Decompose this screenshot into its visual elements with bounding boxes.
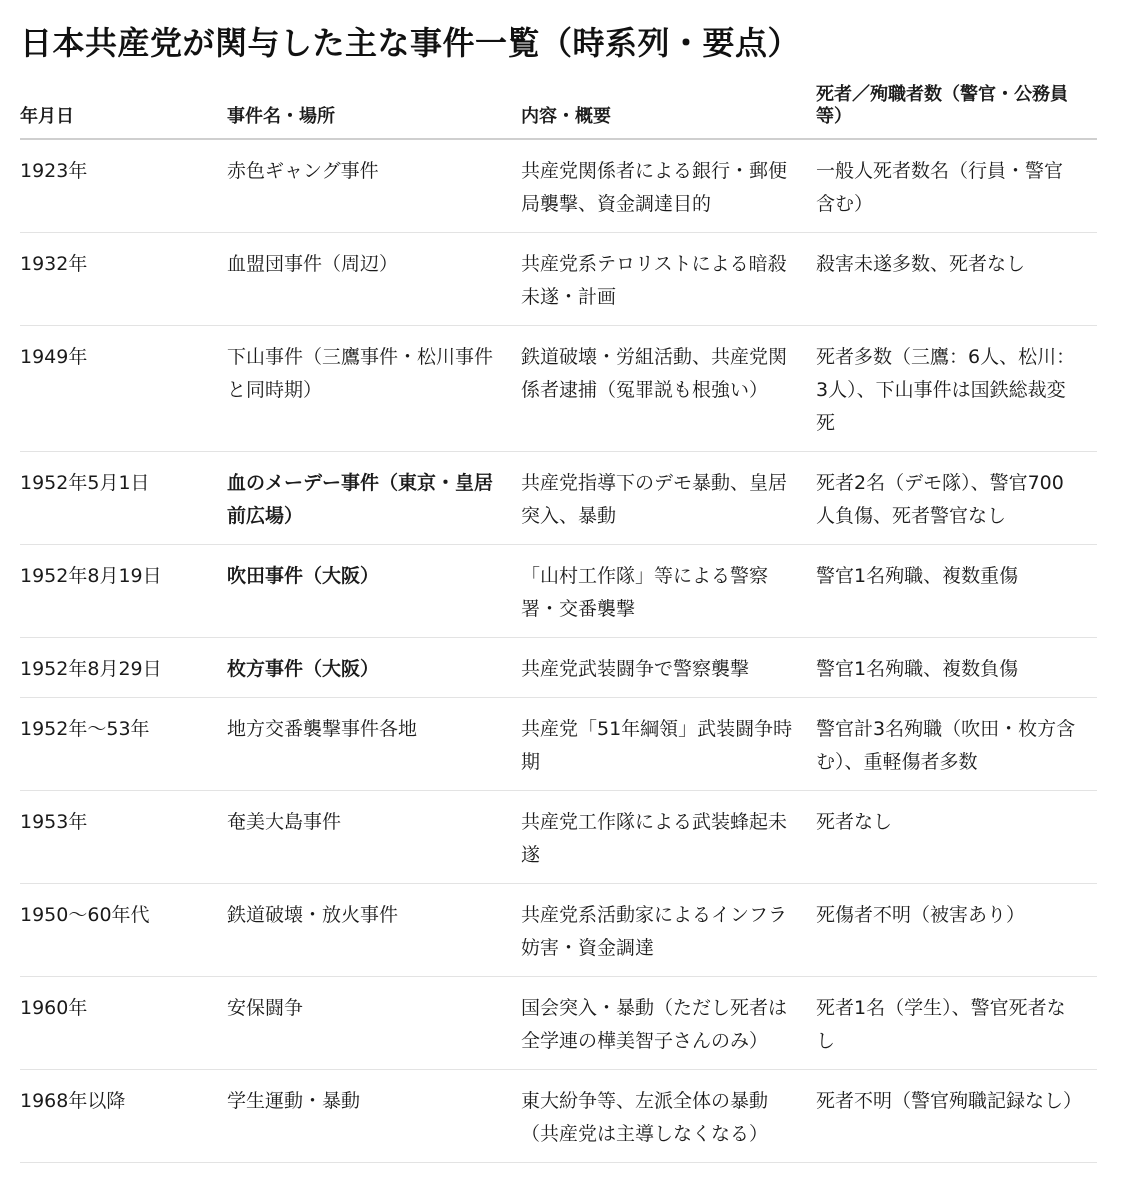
cell-date: 1960年 xyxy=(20,977,227,1070)
cell-summary: 「山村工作隊」等による警察署・交番襲撃 xyxy=(521,545,816,638)
cell-date: 1932年 xyxy=(20,233,227,326)
cell-name: 地方交番襲撃事件各地 xyxy=(227,698,521,791)
header-casualties: 死者／殉職者数（警官・公務員等） xyxy=(816,84,1097,139)
cell-summary: 共産党武装闘争で警察襲撃 xyxy=(521,638,816,698)
cell-date: 1953年 xyxy=(20,791,227,884)
cell-name: 奄美大島事件 xyxy=(227,791,521,884)
cell-date: 1923年 xyxy=(20,139,227,233)
cell-summary: 東大紛争等、左派全体の暴動（共産党は主導しなくなる） xyxy=(521,1070,816,1163)
table-row xyxy=(20,791,1097,884)
header-name: 事件名・場所 xyxy=(227,84,521,139)
cell-name: 下山事件（三鷹事件・松川事件と同時期） xyxy=(227,326,521,452)
cell-date: 1952年5月1日 xyxy=(20,452,227,545)
table-row xyxy=(20,638,1097,698)
cell-date: 1968年以降 xyxy=(20,1070,227,1163)
cell-summary: 共産党「51年綱領」武装闘争時期 xyxy=(521,698,816,791)
cell-name: 鉄道破壊・放火事件 xyxy=(227,884,521,977)
cell-date: 1950～60年代 xyxy=(20,884,227,977)
header-row xyxy=(20,84,1097,139)
page-title: 日本共産党が関与した主な事件一覧（時系列・要点） xyxy=(20,24,801,62)
cell-casualties: 死者1名（学生）、警官死者なし xyxy=(816,977,1097,1070)
cell-casualties: 死者なし xyxy=(816,791,1097,884)
table-header xyxy=(20,84,1097,139)
cell-name: 吹田事件（大阪） xyxy=(227,545,521,638)
header-summary: 内容・概要 xyxy=(521,84,816,139)
header-date: 年月日 xyxy=(20,84,227,139)
cell-casualties: 死者多数（三鷹：6人、松川：3人）、下山事件は国鉄総裁変死 xyxy=(816,326,1097,452)
table-row xyxy=(20,1070,1097,1163)
cell-casualties: 死傷者不明（被害あり） xyxy=(816,884,1097,977)
cell-name: 安保闘争 xyxy=(227,977,521,1070)
cell-date: 1952年8月19日 xyxy=(20,545,227,638)
cell-casualties: 一般人死者数名（行員・警官含む） xyxy=(816,139,1097,233)
cell-casualties: 警官1名殉職、複数重傷 xyxy=(816,545,1097,638)
events-table xyxy=(20,84,1097,1163)
cell-summary: 共産党指導下のデモ暴動、皇居突入、暴動 xyxy=(521,452,816,545)
table-row xyxy=(20,698,1097,791)
cell-date: 1952年～53年 xyxy=(20,698,227,791)
cell-date: 1952年8月29日 xyxy=(20,638,227,698)
table-row xyxy=(20,545,1097,638)
table-row xyxy=(20,326,1097,452)
cell-summary: 国会突入・暴動（ただし死者は全学連の樺美智子さんのみ） xyxy=(521,977,816,1070)
table-row xyxy=(20,139,1097,233)
cell-name: 枚方事件（大阪） xyxy=(227,638,521,698)
table-row xyxy=(20,977,1097,1070)
cell-summary: 鉄道破壊・労組活動、共産党関係者逮捕（冤罪説も根強い） xyxy=(521,326,816,452)
cell-summary: 共産党系テロリストによる暗殺未遂・計画 xyxy=(521,233,816,326)
cell-casualties: 警官計3名殉職（吹田・枚方含む）、重軽傷者多数 xyxy=(816,698,1097,791)
cell-casualties: 警官1名殉職、複数負傷 xyxy=(816,638,1097,698)
cell-summary: 共産党関係者による銀行・郵便局襲撃、資金調達目的 xyxy=(521,139,816,233)
table-row xyxy=(20,884,1097,977)
cell-casualties: 殺害未遂多数、死者なし xyxy=(816,233,1097,326)
cell-date: 1949年 xyxy=(20,326,227,452)
cell-casualties: 死者不明（警官殉職記録なし） xyxy=(816,1070,1097,1163)
cell-summary: 共産党工作隊による武装蜂起未遂 xyxy=(521,791,816,884)
cell-casualties: 死者2名（デモ隊）、警官700人負傷、死者警官なし xyxy=(816,452,1097,545)
cell-summary: 共産党系活動家によるインフラ妨害・資金調達 xyxy=(521,884,816,977)
cell-name: 赤色ギャング事件 xyxy=(227,139,521,233)
cell-name: 血のメーデー事件（東京・皇居前広場） xyxy=(227,452,521,545)
table-body xyxy=(20,139,1097,1163)
cell-name: 血盟団事件（周辺） xyxy=(227,233,521,326)
cell-name: 学生運動・暴動 xyxy=(227,1070,521,1163)
table-row xyxy=(20,452,1097,545)
table-row xyxy=(20,233,1097,326)
